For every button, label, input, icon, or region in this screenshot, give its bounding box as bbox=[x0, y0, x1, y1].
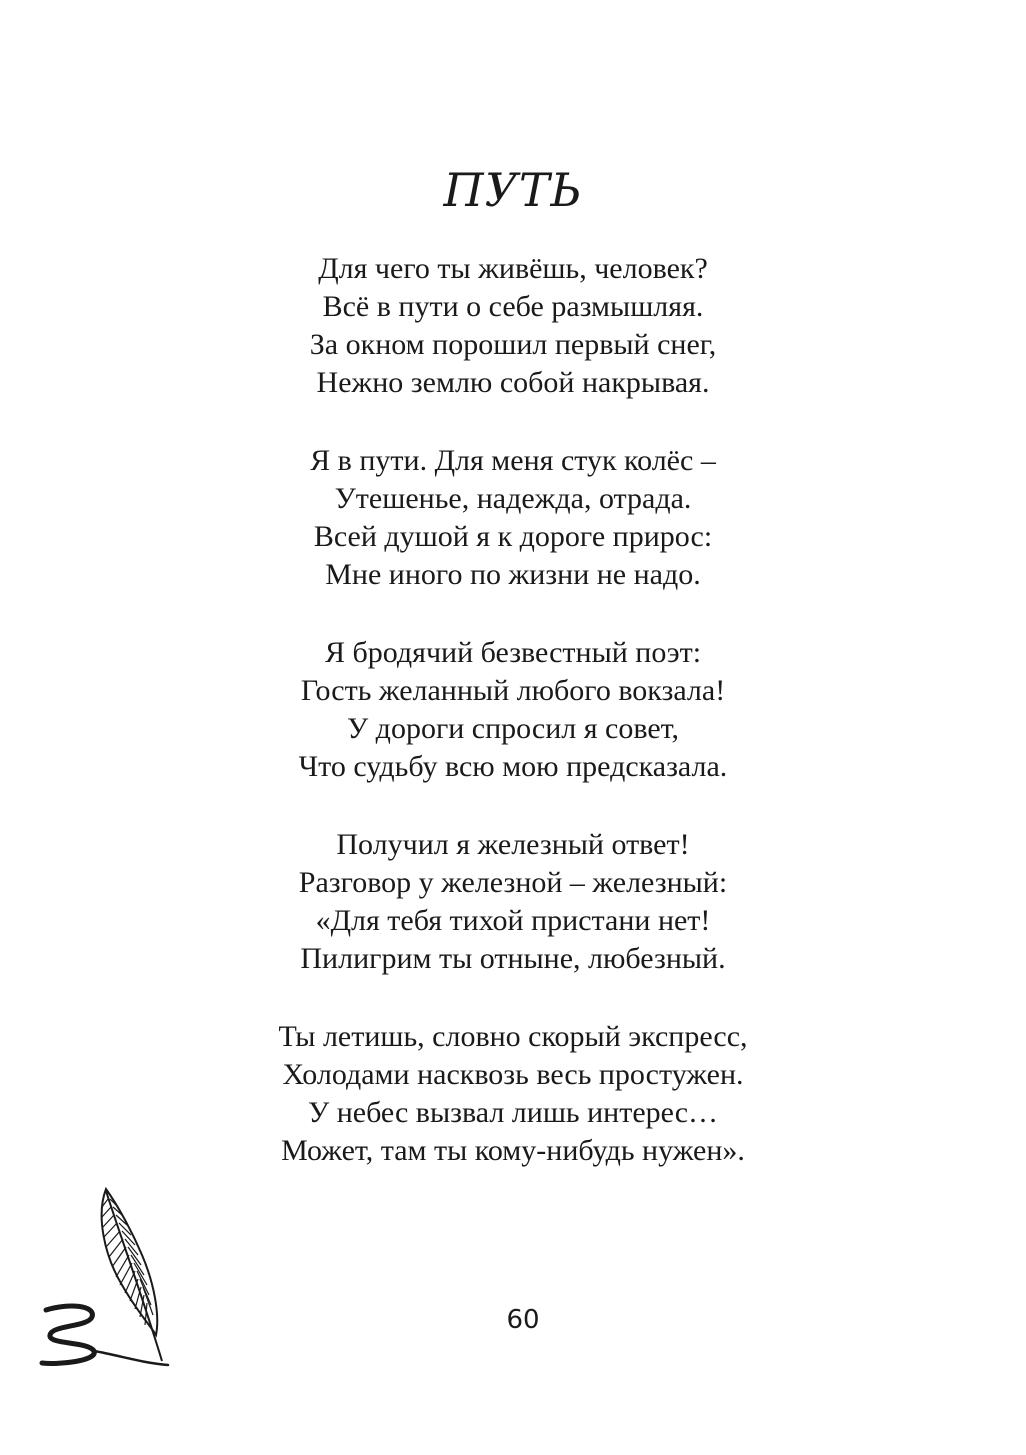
poem-line: Всё в пути о себе размышляя. bbox=[322, 290, 704, 323]
poem-line: Мне иного по жизни не надо. bbox=[325, 558, 701, 591]
poem-line: Нежно землю собой накрывая. bbox=[316, 366, 710, 399]
page-title: ПУТЬ bbox=[443, 163, 583, 217]
poem-line: Для чего ты живёшь, человек? bbox=[318, 252, 708, 285]
stanza bbox=[0, 826, 1026, 978]
poem-line: Ты летишь, словно скорый экспресс, bbox=[278, 1020, 748, 1053]
poem-line: Холодами насквозь весь простужен. bbox=[282, 1058, 744, 1091]
poem-line: Гость желанный любого вокзала! bbox=[300, 674, 726, 707]
poem-line: Я бродячий безвестный поэт: bbox=[324, 636, 702, 669]
stanza bbox=[0, 442, 1026, 594]
poem-line: За окном порошил первый снег, bbox=[309, 328, 717, 361]
poem-line: Может, там ты кому-нибудь нужен». bbox=[281, 1134, 745, 1167]
poem-line: Утешенье, надежда, отрада. bbox=[334, 482, 692, 515]
stanza bbox=[0, 634, 1026, 786]
poem-line: Разговор у железной – железный: bbox=[298, 866, 728, 899]
poem-line: Что судьбу всю мою предсказала. bbox=[298, 750, 728, 783]
poem-line: «Для тебя тихой пристани нет! bbox=[315, 904, 711, 937]
stanza bbox=[0, 250, 1026, 402]
poem bbox=[0, 250, 1026, 1210]
poem-line: Всей душой я к дороге прирос: bbox=[313, 520, 713, 553]
poem-line: У небес вызвал лишь интерес… bbox=[307, 1096, 719, 1129]
poem-line: Получил я железный ответ! bbox=[336, 828, 690, 861]
stanza bbox=[0, 1018, 1026, 1170]
page-number: 60 bbox=[506, 1305, 540, 1335]
poem-line: Я в пути. Для меня стук колёс – bbox=[310, 444, 716, 477]
quill-pen-icon bbox=[38, 1185, 173, 1375]
poem-line: У дороги спросил я совет, bbox=[346, 712, 680, 745]
poem-line: Пилигрим ты отныне, любезный. bbox=[300, 942, 726, 975]
